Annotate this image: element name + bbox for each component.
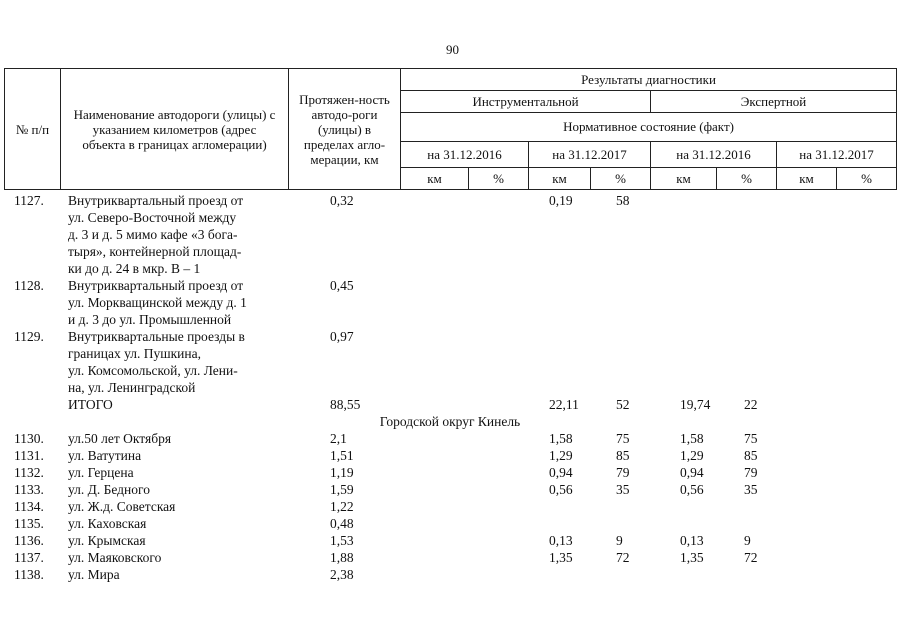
table-body (4, 192, 896, 583)
road-name: Внутриквартальные проезды в границах ул. Пушкина, ул. Комсомольской, ул. Лени- на, ул. Ленинградской (68, 329, 245, 395)
header-km: км (651, 167, 717, 189)
header-date2: на 31.12.2017 (529, 141, 651, 167)
road-length: 1,19 (330, 465, 354, 480)
instr-2017-km: 1,29 (549, 448, 573, 463)
total-instr-km: 22,11 (549, 397, 579, 412)
table-row (4, 515, 896, 532)
expert-2016-km: 1,29 (680, 448, 704, 463)
header-km: км (529, 167, 591, 189)
row-number: 1128. (14, 278, 44, 293)
header-pct: % (837, 167, 897, 189)
table-header (4, 68, 896, 190)
total-label: ИТОГО (68, 397, 113, 412)
instr-2017-pct: 35 (616, 482, 630, 497)
header-name: Наименование автодороги (улицы) с указанием километров (адрес объекта в границах агломерации) (61, 69, 289, 190)
header-results: Результаты диагностики (401, 69, 897, 91)
header-expert: Экспертной (651, 91, 897, 113)
road-name: ул. Мира (68, 567, 120, 582)
road-length: 0,48 (330, 516, 354, 531)
row-number: 1138. (14, 567, 44, 582)
table-row (4, 192, 896, 277)
table-row (4, 277, 896, 328)
header-km: км (401, 167, 469, 189)
row-number: 1135. (14, 516, 44, 531)
road-length: 0,97 (330, 329, 354, 344)
row-number: 1132. (14, 465, 44, 480)
road-name: ул. Крымская (68, 533, 146, 548)
row-number: 1130. (14, 431, 44, 446)
expert-2016-km: 0,56 (680, 482, 704, 497)
road-name: ул. Ватутина (68, 448, 142, 463)
table-row (4, 532, 896, 549)
road-name: ул. Герцена (68, 465, 134, 480)
road-name: ул. Д. Бедного (68, 482, 150, 497)
header-date4: на 31.12.2017 (777, 141, 897, 167)
row-number: 1129. (14, 329, 44, 344)
expert-2016-pct: 79 (744, 465, 758, 480)
header-num: № п/п (5, 69, 61, 190)
table-row (4, 481, 896, 498)
header-normative: Нормативное состояние (факт) (401, 113, 897, 141)
expert-2016-km: 1,35 (680, 550, 704, 565)
page-number: 90 (446, 42, 459, 57)
expert-2016-pct: 75 (744, 431, 758, 446)
road-name: ул. Маяковского (68, 550, 162, 565)
instr-2017-pct: 72 (616, 550, 630, 565)
instr-2017-pct: 9 (616, 533, 623, 548)
road-length: 0,45 (330, 278, 354, 293)
table-row (4, 498, 896, 515)
expert-2016-pct: 85 (744, 448, 758, 463)
total-expert-pct: 22 (744, 397, 758, 412)
total-row (4, 396, 896, 413)
road-length: 2,38 (330, 567, 354, 582)
road-length: 0,32 (330, 193, 354, 208)
instr-2017-pct: 79 (616, 465, 630, 480)
instr-2017-pct: 58 (616, 193, 630, 208)
road-length: 1,22 (330, 499, 354, 514)
header-pct: % (591, 167, 651, 189)
expert-2016-km: 0,13 (680, 533, 704, 548)
table-row (4, 566, 896, 583)
header-pct: % (469, 167, 529, 189)
row-number: 1136. (14, 533, 44, 548)
total-expert-km: 19,74 (680, 397, 711, 412)
instr-2017-km: 1,58 (549, 431, 573, 446)
section-title: Городской округ Кинель (379, 414, 521, 429)
road-length: 1,51 (330, 448, 354, 463)
road-length: 1,88 (330, 550, 354, 565)
table-row (4, 430, 896, 447)
header-pct: % (717, 167, 777, 189)
header-instrumental: Инструментальной (401, 91, 651, 113)
road-name: Внутриквартальный проезд от ул. Моркващинской между д. 1 и д. 3 до ул. Промышленной (68, 278, 247, 327)
road-name: ул.50 лет Октября (68, 431, 172, 446)
road-length: 1,59 (330, 482, 354, 497)
instr-2017-km: 1,35 (549, 550, 573, 565)
total-instr-pct: 52 (616, 397, 630, 412)
instr-2017-pct: 85 (616, 448, 630, 463)
road-length: 1,53 (330, 533, 354, 548)
road-name: ул. Каховская (68, 516, 147, 531)
expert-2016-km: 1,58 (680, 431, 704, 446)
table-row (4, 447, 896, 464)
instr-2017-pct: 75 (616, 431, 630, 446)
row-number: 1134. (14, 499, 44, 514)
expert-2016-km: 0,94 (680, 465, 704, 480)
header-length: Протяжен-ность автодо-роги (улицы) в пределах агло-мерации, км (289, 69, 401, 190)
expert-2016-pct: 9 (744, 533, 751, 548)
road-name: Внутриквартальный проезд от ул. Северо-Восточной между д. 3 и д. 5 мимо кафе «3 бога- тыря», контейнерной площад- ки до д. 24 в мкр. В – 1 (68, 193, 244, 276)
instr-2017-km: 0,19 (549, 193, 573, 208)
row-number: 1131. (14, 448, 44, 463)
road-length: 2,1 (330, 431, 347, 446)
road-name: ул. Ж.д. Советская (68, 499, 176, 514)
row-number: 1137. (14, 550, 44, 565)
expert-2016-pct: 72 (744, 550, 758, 565)
instr-2017-km: 0,94 (549, 465, 573, 480)
row-number: 1127. (14, 193, 44, 208)
table-row (4, 549, 896, 566)
table-row (4, 328, 896, 396)
expert-2016-pct: 35 (744, 482, 758, 497)
table-row (4, 464, 896, 481)
section-row (4, 413, 896, 430)
total-length: 88,55 (330, 397, 361, 412)
instr-2017-km: 0,56 (549, 482, 573, 497)
header-date3: на 31.12.2016 (651, 141, 777, 167)
row-number: 1133. (14, 482, 44, 497)
header-km: км (777, 167, 837, 189)
header-date1: на 31.12.2016 (401, 141, 529, 167)
instr-2017-km: 0,13 (549, 533, 573, 548)
